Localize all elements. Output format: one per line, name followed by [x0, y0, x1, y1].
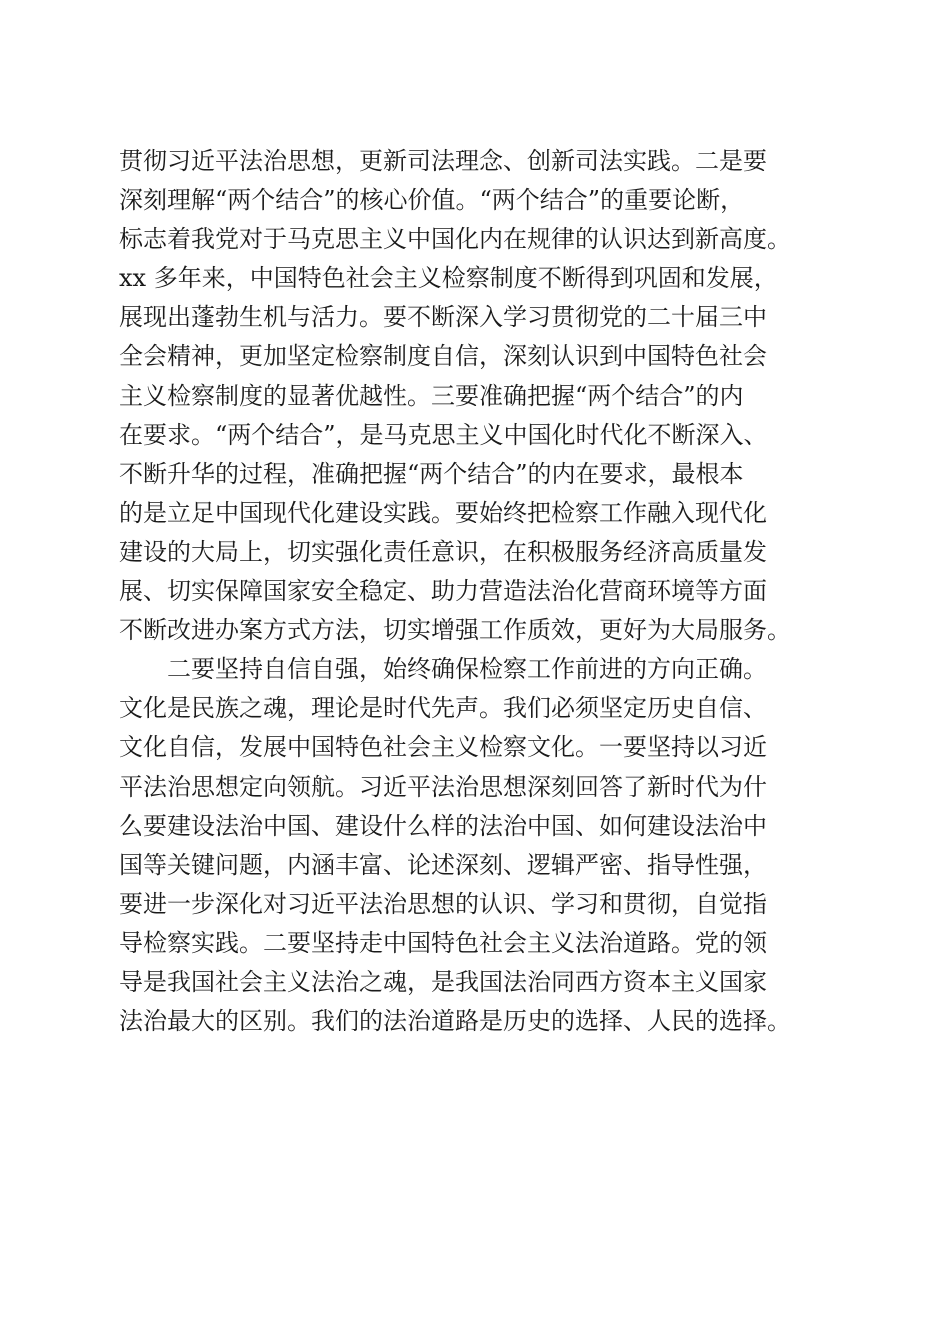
text-line: 展、切实保障国家安全稳定、助力营造法治化营商环境等方面	[119, 577, 767, 606]
text-line: 导是我国社会主义法治之魂，是我国法治同西方资本主义国家	[119, 967, 767, 996]
text-line: 文化自信，发展中国特色社会主义检察文化。一要坚持以习近	[119, 733, 767, 762]
text-line: 的是立足中国现代化建设实践。要始终把检察工作融入现代化	[119, 498, 767, 527]
text-line: 文化是民族之魂，理论是时代先声。我们必须坚定历史自信、	[119, 694, 767, 723]
text-line: 平法治思想定向领航。习近平法治思想深刻回答了新时代为什	[119, 772, 767, 801]
text-line: 建设的大局上，切实强化责任意识，在积极服务经济高质量发	[119, 537, 767, 566]
text-line: xx 多年来，中国特色社会主义检察制度不断得到巩固和发展，	[119, 264, 778, 293]
text-line: 贯彻习近平法治思想，更新司法理念、创新司法实践。二是要	[119, 147, 767, 175]
text-line: 么要建设法治中国、建设什么样的法治中国、如何建设法治中	[119, 811, 767, 840]
text-line: 展现出蓬勃生机与活力。要不断深入学习贯彻党的二十届三中	[119, 303, 767, 332]
text-line: 导检察实践。二要坚持走中国特色社会主义法治道路。党的领	[119, 928, 767, 957]
text-line: 标志着我党对于马克思主义中国化内在规律的认识达到新高度。	[119, 225, 791, 254]
text-line: 不断改进办案方式方法，切实增强工作质效，更好为大局服务。	[119, 616, 791, 645]
text-line: 要进一步深化对习近平法治思想的认识、学习和贯彻，自觉指	[119, 889, 767, 918]
text-line: 在要求。“两个结合”，是马克思主义中国化时代化不断深入、	[119, 420, 768, 449]
text-line: 主义检察制度的显著优越性。三要准确把握“两个结合”的内	[119, 381, 744, 410]
paragraph-heading-line: 二要坚持自信自强，始终确保检察工作前进的方向正确。	[167, 655, 767, 684]
text-line: 深刻理解“两个结合”的核心价值。“两个结合”的重要论断，	[119, 186, 745, 215]
body-text	[119, 142, 859, 1041]
text-line: 国等关键问题，内涵丰富、论述深刻、逻辑严密、指导性强，	[119, 850, 767, 879]
text-line: 不断升华的过程，准确把握“两个结合”的内在要求，最根本	[119, 459, 744, 488]
text-line: 法治最大的区别。我们的法治道路是历史的选择、人民的选择。	[119, 1007, 791, 1036]
text-line: 全会精神，更加坚定检察制度自信，深刻认识到中国特色社会	[119, 342, 767, 371]
